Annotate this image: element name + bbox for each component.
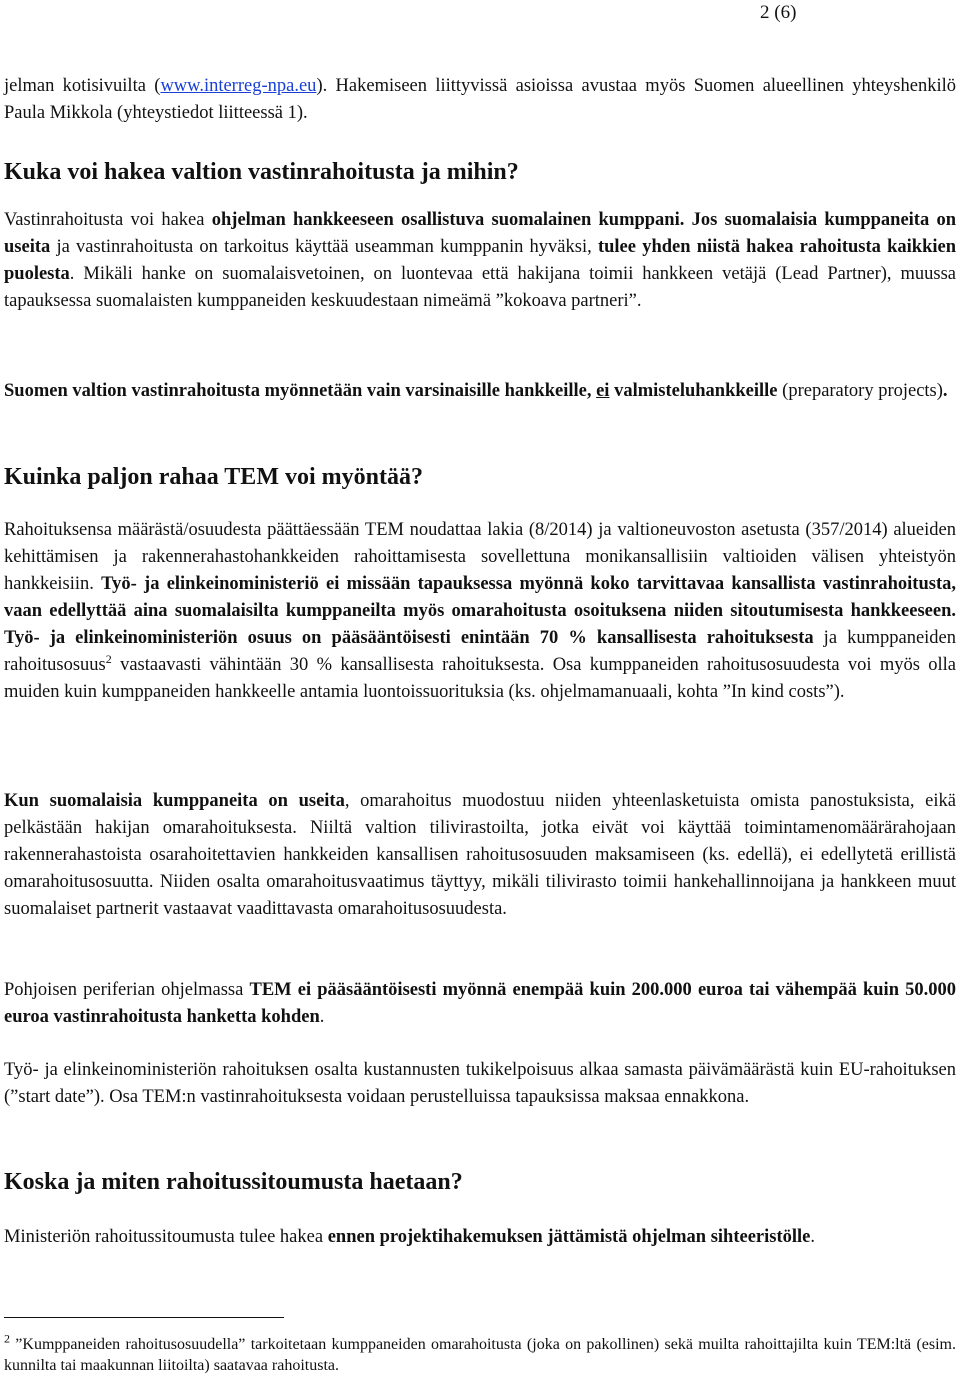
bold-text: ohjelman hankkeeseen osallistuva suomalainen kumppani. Jos suomalaisia kumppaneita on useita bbox=[4, 210, 957, 257]
bold-text: Suomen valtion vastinrahoitusta myönnetään vain varsinaisille hankkeille, bbox=[4, 381, 597, 401]
paragraph-application bbox=[4, 1224, 956, 1251]
bold-text: ennen projektihakemuksen jättämistä ohjelman sihteeristölle bbox=[327, 1227, 811, 1247]
paragraph-projects bbox=[4, 378, 956, 405]
bold-text: tulee yhden niistä hakea rahoitusta kaikkien puolesta bbox=[4, 237, 956, 284]
text: Ministeriön rahoitussitoumusta tulee hakea bbox=[4, 1227, 328, 1247]
text: . bbox=[810, 1227, 816, 1247]
heading-koska: Koska ja miten rahoitussitoumusta haetaan? bbox=[4, 1169, 463, 1195]
paragraph-amount bbox=[4, 517, 956, 706]
footnote-divider bbox=[4, 1317, 284, 1318]
website-link[interactable]: www.interreg-npa.eu bbox=[160, 76, 317, 96]
heading-kuka: Kuka voi hakea valtion vastinrahoitusta ja mihin? bbox=[4, 159, 519, 185]
text: ). Hakemiseen liittyvissä asioissa avustaa myös Suomen alueellinen yhteyshenkilö Paula Mikkola (yhteystiedot liitteessä 1). bbox=[4, 76, 956, 123]
underlined-text: ei bbox=[596, 381, 610, 401]
footnote bbox=[4, 1331, 956, 1376]
text: vastaavasti vähintään 30 % kansallisesta rahoituksesta. Osa kumppaneiden rahoitusosuudesta voi myös olla muiden kuin kumppaneiden hankkeelle antamia luontoissuorituksia (ks. ohjelmamanuaali, kohta ”In kind costs”). bbox=[4, 655, 956, 702]
footnote-ref: 2 bbox=[105, 651, 112, 666]
text: jelman kotisivuilta ( bbox=[4, 76, 161, 96]
text: (preparatory projects) bbox=[777, 381, 943, 401]
footnote-text: ”Kumppaneiden rahoitusosuudella” tarkoitetaan kumppaneiden omarahoitusta (joka on pakollinen) sekä muilta rahoittajilta kuin TEM:ltä (esim. kunnilta tai maakunnan liitoilta) saatavaa rahoitusta. bbox=[4, 1336, 956, 1374]
text: Rahoituksensa määrästä/osuudesta päättäessään TEM noudattaa lakia (8/2014) ja valtioneuvoston asetusta (357/2014) alueiden kehittämisen ja rakennerahastohankkeiden rahoittamisesta sovellettuna monikansallisiin valtioiden välisen yhteistyön hankkeisiin. bbox=[4, 520, 956, 594]
bold-text: Kun suomalaisia kumppaneita on useita bbox=[4, 791, 345, 811]
bold-text: TEM ei pääsääntöisesti myönnä enempää kuin 200.000 euroa tai vähempää kuin 50.000 euroa vastinrahoitusta hanketta kohden bbox=[4, 980, 956, 1027]
heading-kuinka: Kuinka paljon rahaa TEM voi myöntää? bbox=[4, 464, 423, 490]
text: ja vastinrahoitusta on tarkoitus käyttää useamman kumppanin hyväksi, bbox=[50, 237, 598, 257]
paragraph-npa bbox=[4, 977, 956, 1031]
text: , omarahoitus muodostuu niiden yhteenlasketuista omista panostuksista, eikä pelkästään hakijan omarahoituksesta. Niiltä valtion tilivirastoilta, jotka eivät voi käyttää toimintamenomäärärahojaan rakennerahastoista osarahoitettavien hankkeiden kansallisen rahoitusosuuden maksamiseen (ks. edellä), ei edellytetä erillistä omarahoitusosuutta. Niiden osalta omarahoitusvaatimus täyttyy, mikäli tilivirasto toimii hankehallinnoijana ja hankkeen muut suomalaiset partnerit vastaavat vaadittavasta omarahoitusosuudesta. bbox=[4, 791, 956, 919]
bold-text: Työ- ja elinkeinoministeriö ei missään tapauksessa myönnä koko tarvittavaa kansallista vastinrahoitusta, vaan edellyttää aina suomalaisilta kumppaneilta myös omarahoitusta osoituksena niiden sitoutumisesta hankkeeseen. Työ- ja elinkeinoministeriön osuus on pääsääntöisesti enintään 70 % kansallisesta rahoituksesta bbox=[4, 574, 956, 648]
text: ja kumppaneiden rahoitusosuus bbox=[4, 628, 957, 675]
page-number: 2 (6) bbox=[760, 2, 797, 23]
text: . Mikäli hanke on suomalaisvetoinen, on luontevaa että hakijana toimii hankkeen vetäjä (Lead Partner), muussa tapauksessa suomalaisten kumppaneiden keskuudestaan nimeämä ”kokoava partneri”. bbox=[4, 264, 956, 311]
paragraph-eligibility bbox=[4, 207, 956, 315]
text: Pohjoisen periferian ohjelmassa bbox=[4, 980, 250, 1000]
paragraph-multiple-partners bbox=[4, 788, 956, 923]
paragraph-eligibility-date: Työ- ja elinkeinoministeriön rahoituksen osalta kustannusten tukikelpoisuus alkaa samasta päivämäärästä kuin EU-rahoituksen (”start date”). Osa TEM:n vastinrahoituksesta voidaan perustelluissa tapauksissa maksaa ennakkona. bbox=[4, 1060, 956, 1107]
footnote-number: 2 bbox=[4, 1331, 10, 1346]
paragraph-intro bbox=[4, 73, 956, 127]
text: . bbox=[319, 1007, 325, 1027]
bold-text: valmisteluhankkeille bbox=[609, 381, 778, 401]
text: Vastinrahoitusta voi hakea bbox=[4, 210, 212, 230]
text: . bbox=[942, 381, 948, 401]
